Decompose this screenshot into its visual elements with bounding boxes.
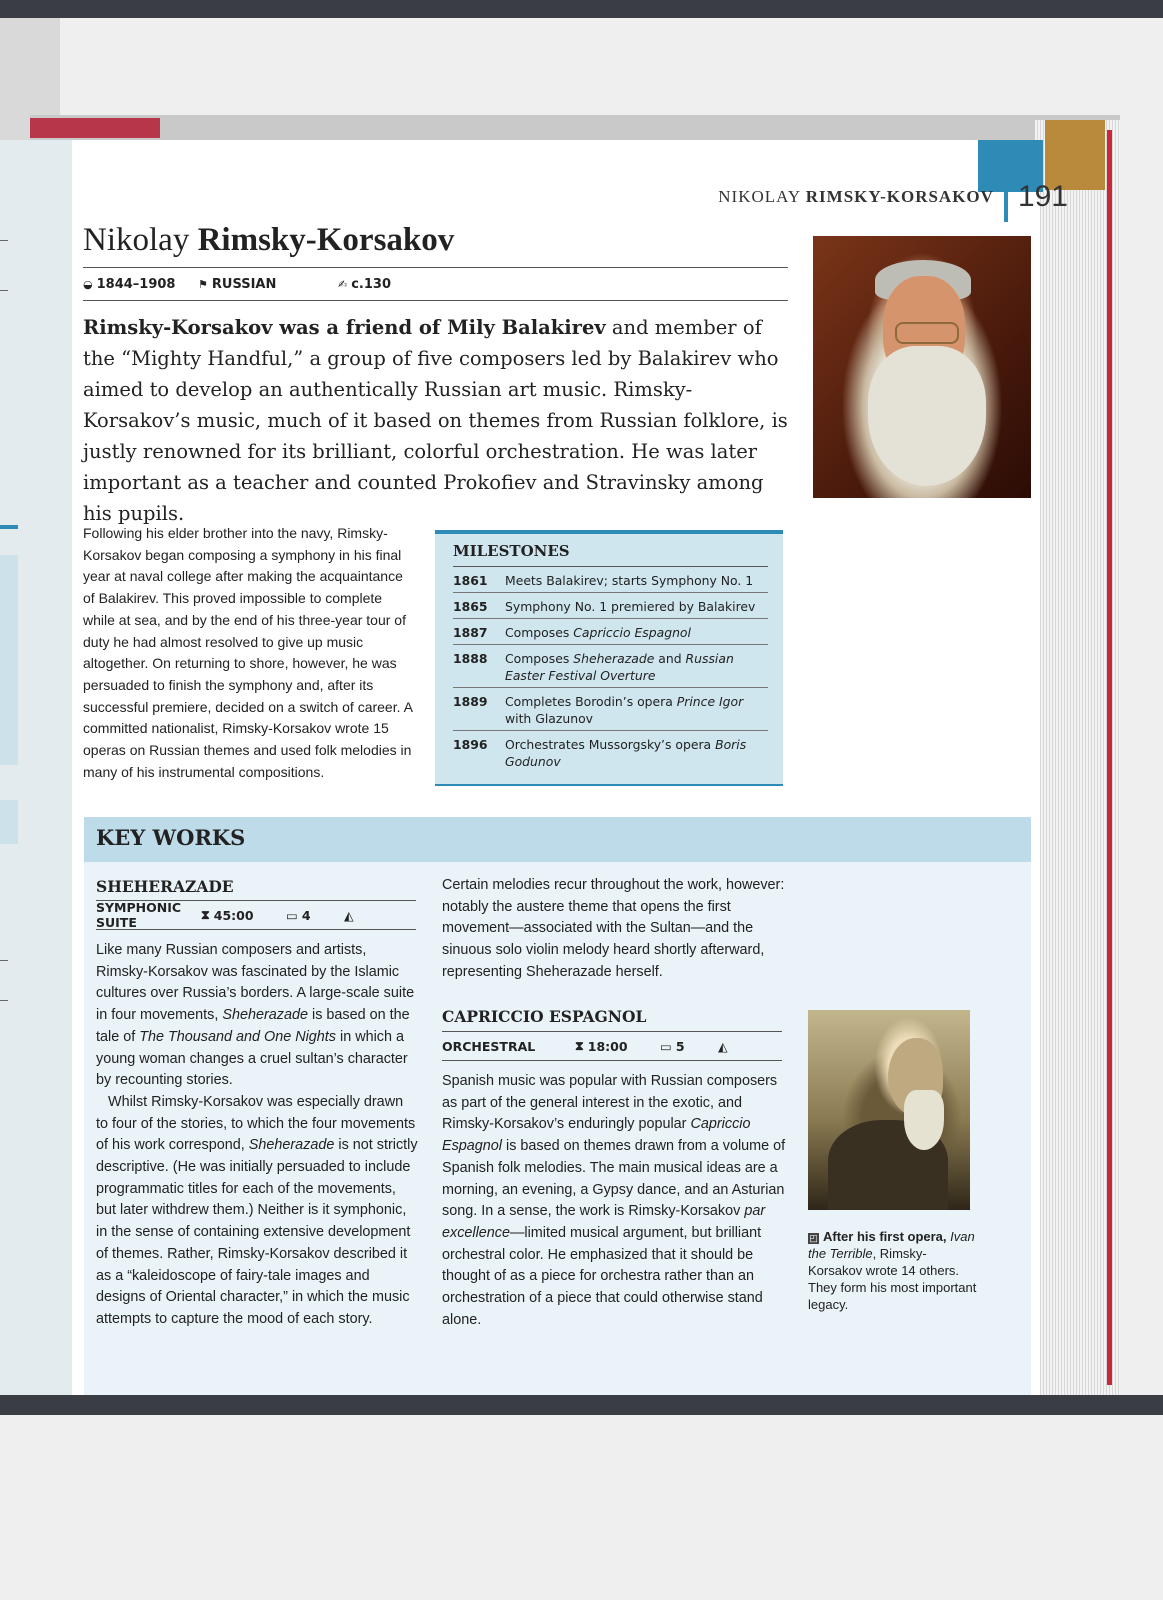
composer-portrait [813,236,1031,498]
photo-caption: ◰ After his first opera, Ivan the Terrible, Rimsky-Korsakov wrote 14 others. They form his most important legacy. [808,1229,977,1312]
movements: ▭ 4 [286,907,311,923]
work-title-sheherazade: SHEHERAZADE [96,877,234,896]
scan-bottom-band [0,1395,1163,1415]
works-fact: ✍ c.130 [338,276,391,292]
milestone-year: 1887 [453,625,488,640]
opera-still-photo [808,1010,970,1210]
milestone-text: Meets Balakirev; starts Symphony No. 1 [505,573,754,588]
milestones-title: MILESTONES [453,542,768,567]
book-icon: ▭ [660,1038,672,1054]
fan-icon: ◭ [344,907,354,923]
milestone-row [453,567,768,593]
page-edges [1035,120,1120,1395]
milestone-year: 1889 [453,694,488,709]
movements: ▭ 5 [660,1038,685,1054]
flag-icon: ⚑ [198,277,208,291]
milestone-row [453,593,768,619]
milestone-row [453,619,768,645]
fact-bar [83,267,788,301]
scan-top-band [0,0,1163,18]
milestone-text: Composes Sheherazade and Russian Easter Festival Overture [505,651,734,683]
milestone-year: 1888 [453,651,488,666]
sheherazade-text: Like many Russian composers and artists, Rimsky-Korsakov was fascinated by the Islamic cultures over Russia’s borders. A large-scale suite in four movements, Sheherazade is based on the tale of The Thousand and One Nights in which a young woman changes a cruel sultan’s character by recounting stories. Whilst Rimsky-Korsakov was especially drawn to four of the stories, to which the four movements of his work correspond, Sheherazade is not strictly descriptive. (He was initially persuaded to include programmatic titles for each of the movements, but later withdrew them.) Neither is it symphonic, in the sense of containing extensive development of themes. Rather, Rimsky-Korsakov described it as a “kaleidoscope of fairy-tale images and designs of Oriental character,” in which the music attempts to capture the mood of each story. [96,942,418,1327]
key-works-heading: KEY WORKS [96,825,246,850]
milestone-text: Symphony No. 1 premiered by Balakirev [505,599,756,614]
facing-page-edge [0,140,73,1395]
duration: ⧗ 18:00 [575,1038,628,1054]
quill-icon: ✍ [338,277,348,291]
duration: ⧗ 45:00 [201,907,254,923]
milestone-year: 1861 [453,573,488,588]
running-title: NIKOLAY RIMSKY-KORSAKOV [718,187,994,206]
header-divider [1004,172,1008,222]
page-number: 191 [1017,180,1068,213]
genre: ORCHESTRAL [442,1038,536,1054]
genre: SYMPHONIC SUITE [96,900,182,930]
capriccio-text: Spanish music was popular with Russian composers as part of the general interest in the exotic, and Rimsky-Korsakov’s enduringly popular Capriccio Espagnol is based on themes drawn from a volume of Spanish folk melodies. The main musical ideas are a morning, an evening, a Gypsy dance, and an Asturian song. In a sense, the work is Rimsky-Korsakov par excellence—limited musical argument, but brilliant orchestral color. He emphasized that it should be thought of as a piece for orchestra rather than an orchestration of a piece that could otherwise stand alone. [442,1073,786,1328]
intro-paragraph: Rimsky-Korsakov was a friend of Mily Balakirev and member of the “Mighty Handful,” a group of five composers led by Balakirev who aimed to develop an authentically Russian art music. Rimsky-Korsakov’s music, much of it based on themes from Russian folklore, is justly renowned for its brilliant, colorful orchestration. He was later important as a teacher and counted Prokofiev and Stravinsky among his pupils. [83,316,788,525]
milestone-row [453,688,768,731]
red-edge [1107,130,1112,1385]
work-meta-sheherazade [96,900,416,930]
milestone-text: Orchestrates Mussorgsky’s opera Boris Godunov [505,737,747,769]
nationality-fact: ⚑ RUSSIAN [198,276,277,292]
milestones-panel [435,530,783,786]
work-meta-capriccio [442,1031,782,1061]
work-title-capriccio: CAPRICCIO ESPAGNOL [442,1007,647,1026]
milestone-row [453,645,768,688]
biography-text: Following his elder brother into the navy, Rimsky-Korsakov began composing a symphony in his final year at naval college after making the acquaintance of Balakirev. This proved impossible to complete while at sea, and by the end of his three-year tour of duty he had almost resolved to give up music altogether. On returning to shore, however, he was persuaded to finish the symphony and, after its successful premiere, decided on a switch of career. A committed nationalist, Rimsky-Korsakov wrote 15 operas on Russian themes and used folk melodies in many of his instrumental compositions. [83,525,413,780]
page-title: Nikolay Rimsky-Korsakov [83,222,455,258]
fan-icon: ◭ [718,1038,728,1054]
book-icon: ▭ [286,907,298,923]
milestone-text: Composes Capriccio Espagnol [505,625,691,640]
hourglass-icon: ⧗ [575,1038,584,1053]
milestone-year: 1896 [453,737,488,752]
sheherazade-continued: Certain melodies recur throughout the work, however: notably the austere theme that opens the first movement—associated with the Sultan—and the sinuous solo violin melody heard shortly afterward, representing Sheherazade herself. [442,877,785,980]
milestone-row [453,731,768,773]
milestone-text: Completes Borodin’s opera Prince Igor with Glazunov [505,694,744,726]
book-ribbon [30,118,160,138]
milestone-year: 1865 [453,599,488,614]
caption-pointer-icon: ◰ [809,1233,818,1243]
dates-fact: ◒ 1844–1908 [83,276,176,292]
hourglass-icon: ⧗ [201,907,210,922]
globe-icon: ◒ [83,277,93,291]
running-header [718,172,1068,222]
